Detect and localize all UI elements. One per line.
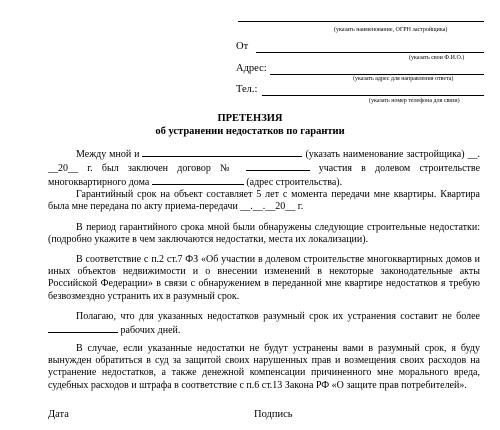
paragraph-warranty [48, 189, 480, 213]
claim-subtitle: об устранении недостатков по гарантии [155, 126, 345, 137]
days-blank [48, 323, 118, 333]
address-label: Адрес: [236, 63, 267, 74]
address-hint: (указать адрес для направления ответа) [353, 76, 454, 82]
p1-text-e: (адрес строительства). [246, 177, 343, 189]
p1-text-c: __. __20__ г. был заключен договор № [48, 149, 481, 175]
p2-text-b: __.__.__20__ г. [240, 201, 304, 213]
paragraph-contract [48, 147, 480, 190]
paragraph-law [48, 254, 480, 303]
paragraph-court [48, 343, 480, 392]
claim-title: ПРЕТЕНЗИЯ [217, 113, 283, 124]
phone-label: Тел.: [236, 84, 258, 95]
paragraph-defects [48, 222, 480, 246]
p2-text-a: Гарантийный срок на объект составляет 5 лет с момента передачи мне квартиры. Квартира была мне передана по акту приема-передачи [48, 189, 480, 213]
p1-text-d: участия в долевом строительстве многоквартирного дома [48, 163, 481, 189]
from-label: От [236, 41, 249, 52]
paragraph-term [48, 311, 480, 337]
p3-text: В период гарантийного срока мной были обнаружены следующие строительные недостатки: (подробно укажите в чем заключаются недостатки, места их локализации). [48, 222, 480, 246]
developer-blank [142, 147, 302, 157]
from-hint: (указать свои Ф.И.О.) [409, 55, 465, 61]
p5-text-b: рабочих дней. [120, 325, 181, 337]
phone-hint: (указать номер телефона для связи) [369, 98, 460, 104]
from-line [256, 52, 484, 53]
recipient-line [238, 21, 484, 22]
p1-text-a: Между мной и [76, 149, 140, 160]
signature-label: Подпись [254, 409, 293, 420]
recipient-hint: (указать наименование, ОГРН застройщика) [334, 27, 448, 33]
contract-number-blank [246, 161, 310, 171]
phone-line [262, 95, 484, 96]
address-line [270, 74, 484, 75]
p1-text-b: (указать наименование застройщика) [305, 149, 465, 160]
p4-text: В соответствие с п.2 ст.7 ФЗ «Об участии в долевом строительстве многоквартирных домов и иных объектов недвижимости и о внесении изменений в некоторые законодательные акты Российской Федерации» в связи с обнаружением в переданной мне квартире недостатков я требую безвозмездно устранить их в разумный срок. [48, 254, 480, 302]
date-label: Дата [48, 409, 69, 420]
address-blank [152, 175, 244, 185]
p5-text-a: Полагаю, что для указанных недостатков разумный срок их устранения составит не более [76, 311, 480, 322]
p6-text: В случае, если указанные недостатки не будут устранены вами в разумный срок, я буду вынужден обратиться в суд за защитой своих нарушенных прав и возмещения своих расходов на устранение недостатков, а также денежной компенсации причиненного мне морального вреда, судебных расходов и штрафа в соответствие с п.6 ст.13 Закона РФ «О защите прав потребителей». [48, 343, 480, 391]
